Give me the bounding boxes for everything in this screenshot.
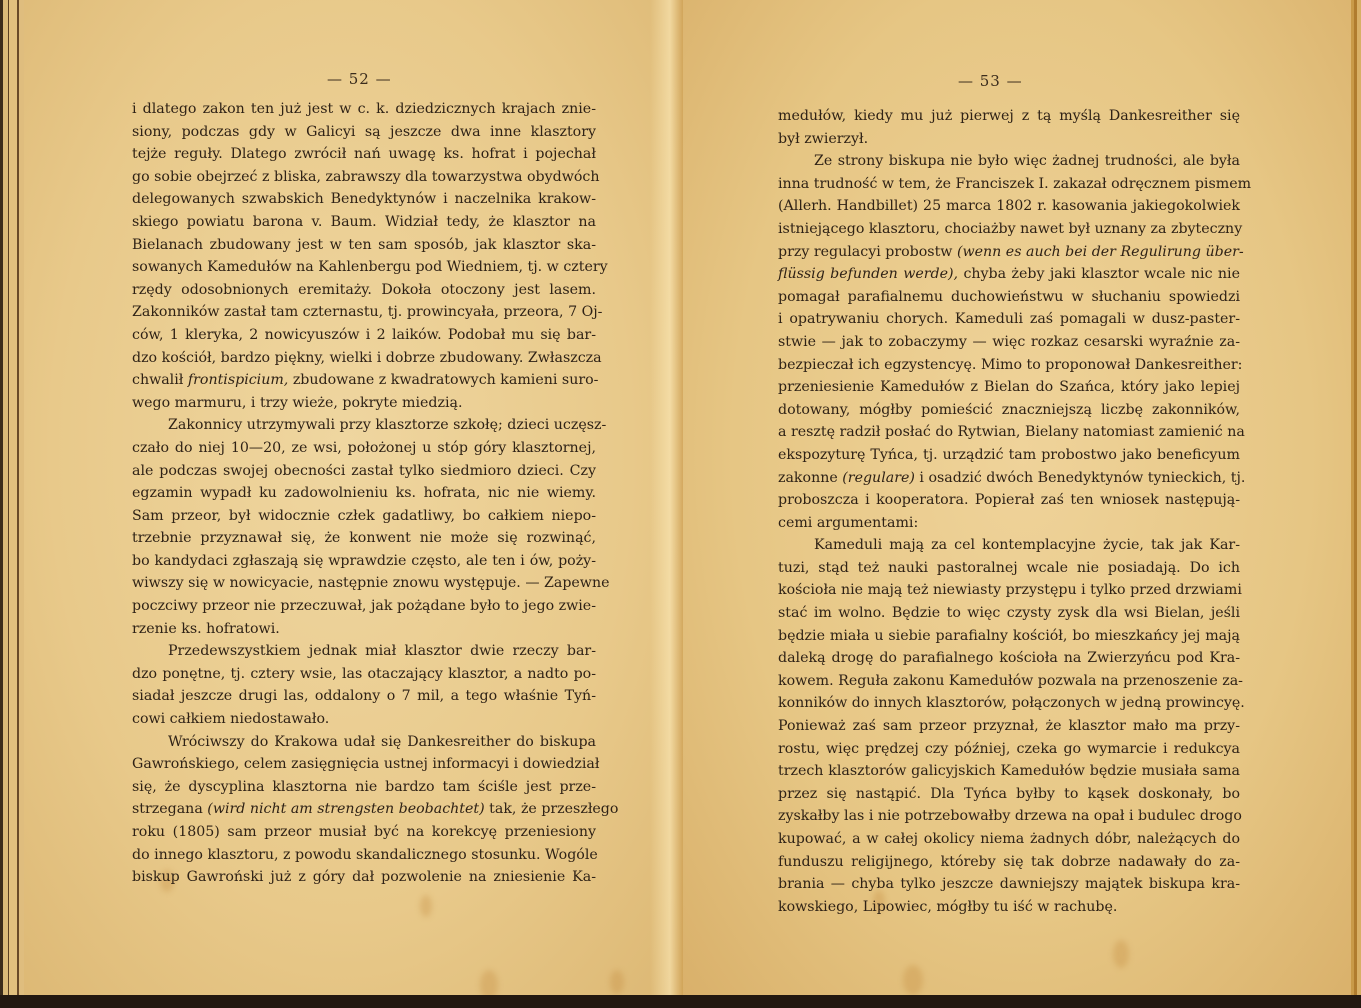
text-line: Ze strony biskupa nie było więc żadnej trudności, ale była [814, 153, 1240, 170]
text-line: Ponieważ zaś sam przeor przyznał, że klasztor mało ma przy- [778, 718, 1240, 735]
text-line: roku (1805) sam przeor musiał być na korekcyę przeniesiony [132, 824, 596, 840]
text-line: skiego powiatu barona v. Baum. Widział tedy, że klasztor na [132, 213, 596, 230]
text-line: Zakonników zastał tam czternastu, tj. prowincyała, przeora, 7 Oj- [132, 304, 603, 321]
text-line: Gawrońskiego, celem zasięgnięcia ustnej informacyi i dowiedział [132, 756, 600, 773]
text-line: zyskałby las i nie potrzebowałby drzewa na opał i budulec drogo [778, 808, 1242, 825]
foxing-stain [420, 895, 432, 917]
text-line: się, że dyscyplina klasztorna nie bardzo tam ściśle jest prze- [132, 778, 596, 795]
text-line: i dlatego zakon ten już jest w c. k. dziedzicznych krajach znie- [132, 101, 596, 117]
text-line: kowem. Reguła zakonu Kamedułów pozwala na przenoszenie za- [778, 672, 1243, 689]
text-line: będzie miała u siebie parafialny kościół, bo mieszkańcy jej mają [778, 627, 1240, 644]
text-line: chwalił frontispicium, zbudowane z kwadratowych kamieni suro- [132, 372, 599, 389]
text-line: tejże reguły. Dlatego zwrócił nań uwagę ks. hofrat i pojechał [132, 146, 596, 163]
text-line: Przedewszystkiem jednak miał klasztor dwie rzeczy bar- [168, 643, 596, 660]
text-line: proboszcza i kooperatora. Popierał zaś ten wniosek następują- [778, 492, 1240, 509]
text-line: strzegana (wird nicht am strengsten beobachtet) tak, że przeszłego [132, 801, 619, 818]
text-line: brania — chyba tylko jeszcze dawniejszy majątek biskupa kra- [778, 876, 1240, 893]
gutter-shadow [650, 0, 683, 1000]
body-text [778, 105, 1252, 918]
text-line: stwie — jak to zobaczymy — więc rozkaz cesarski wyraźnie za- [778, 333, 1240, 350]
text-line: Kameduli mają za cel kontemplacyjne życie, tak jak Kar- [814, 537, 1240, 554]
text-line: czało do niej 10—20, ze wsi, położonej u stóp góry klasztornej, [132, 439, 596, 456]
text-line: cemi argumentami: [778, 514, 919, 531]
text-line: dzo ponętne, tj. cztery wsie, las otaczający klasztor, a nadto po- [132, 665, 596, 682]
text-line: zakonne (regulare) i osadzić dwóch Benedyktynów tynieckich, tj. [778, 469, 1246, 486]
text-line: medułów, kiedy mu już pierwej z tą myślą Dankesreither się [778, 108, 1240, 124]
text-line: flüssig befunden werde), chyba żeby jaki klasztor wcale nic nie [778, 266, 1240, 283]
text-line: Bielanach zbudowany jest w ten sam sposób, jak klasztor ska- [132, 236, 596, 253]
foxing-stain [903, 965, 923, 995]
text-line: wego marmuru, i trzy wieże, pokryte miedzią. [132, 394, 463, 411]
left-page [0, 0, 683, 1000]
text-line: Zakonnicy utrzymywali przy klasztorze szkołę; dzieci uczęsz- [168, 417, 607, 434]
text-line: kościoła nie mają też niewiasty przystępu i tylko przed drzwiami [778, 582, 1242, 599]
text-line: Sam przeor, był widocznie człek gadatliwy, bo całkiem niepo- [132, 507, 596, 524]
right-page [683, 0, 1361, 1000]
page-edge [1351, 0, 1361, 1000]
text-line: biskup Gawroński już z góry dał pozwolenie na zniesienie Ka- [132, 869, 596, 886]
text-line: istniejącego klasztoru, chociażby nawet był uznany za zbyteczny [778, 220, 1243, 237]
text-line: bezpieczał ich egzystencyę. Mimo to proponował Dankesreither: [778, 356, 1243, 373]
text-line: pomagał parafialnemu duchowieństwu w słuchaniu spowiedzi [778, 288, 1240, 305]
text-line: przy regulacyi probostw (wenn es auch bei der Regulirung über- [778, 243, 1244, 260]
text-line: rostu, więc prędzej czy później, czeka go wymarcie i redukcya [778, 740, 1240, 757]
text-line: inna trudność w tem, że Franciszek I. zakazał odręcznem pismem [778, 175, 1252, 192]
text-line: go sobie obejrzeć z bliska, zabrawszy dla towarzystwa obydwóch [132, 168, 600, 185]
text-line: rzędy odosobnionych eremitaży. Dokoła otoczony jest lasem. [132, 281, 596, 298]
text-line: trzech klasztorów galicyjskich Kamedułów będzie musiała sama [778, 763, 1240, 780]
text-line: kowskiego, Lipowiec, mógłby tu iść w rachubę. [778, 898, 1118, 915]
foxing-stain [610, 970, 624, 994]
text-line: daleką drogę do parafialnego kościoła na Zwierzyńcu pod Kra- [778, 650, 1240, 667]
text-line: egzamin wypadł ku zadowolnieniu ks. hofrata, nic nie wiemy. [132, 485, 596, 502]
foxing-stain [1113, 940, 1129, 968]
text-line: trzebnie przyznawał się, że konwent nie może się rozwinąć, [132, 530, 596, 547]
text-line: przez się nastąpić. Dla Tyńca byłby to kąsek doskonały, bo [778, 785, 1240, 802]
text-line: delegowanych szwabskich Benedyktynów i naczelnika krakow- [132, 191, 596, 208]
text-line: kupować, a w całej okolicy niema żadnych dóbr, należących do [778, 831, 1240, 847]
text-line: siony, podczas gdy w Galicyi są jeszcze dwa inne klasztory [132, 123, 596, 140]
text-line: ekspozyturę Tyńca, tj. urządzić tam probostwo jako beneficyum [778, 446, 1240, 463]
text-line: stać im wolno. Będzie to więc czysty zysk dla wsi Bielan, jeśli [778, 605, 1240, 622]
text-line: do innego klasztoru, z powodu skandalicznego stosunku. Wogóle [132, 846, 598, 863]
text-line: Wróciwszy do Krakowa udał się Dankesreither do biskupa [168, 733, 596, 750]
text-line: był zwierzył. [778, 130, 869, 147]
text-line: cowi całkiem niedostawało. [132, 711, 330, 728]
text-line: sowanych Kamedułów na Kahlenbergu pod Wiedniem, tj. w cztery [132, 259, 608, 276]
body-text [132, 98, 619, 889]
text-line: konników do innych klasztorów, połączonych w jedną prowincyę. [778, 695, 1245, 712]
text-line: poczciwy przeor nie przeczuwał, jak pożądane było to jego zwie- [132, 598, 596, 615]
text-line: rzenie ks. hofratowi. [132, 620, 280, 637]
scan-background [0, 995, 1361, 1008]
text-line: ale podczas swojej obecności zastał tylko siedmioro dzieci. Czy [132, 462, 596, 479]
text-line: dzo kościół, bardzo piękny, wielki i dobrze zbudowany. Zwłaszcza [132, 349, 602, 366]
page-number: — 53 — [958, 72, 1023, 90]
text-line: (Allerh. Handbillet) 25 marca 1802 r. kasowania jakiegokolwiek [778, 198, 1240, 215]
text-line: tuzi, stąd też nauki pastoralnej wcale nie posiadają. Do ich [778, 559, 1240, 576]
text-line: siadał jeszcze drugi las, oddalony o 7 mil, a tego właśnie Tyń- [132, 688, 596, 705]
text-line: i opatrywaniu chorych. Kameduli zaś pomagali w dusz-paster- [778, 311, 1240, 328]
text-line: bo kandydaci zgłaszają się wprawdzie często, ale ten i ów, poży- [132, 552, 596, 569]
page-edge-stack [0, 0, 24, 1000]
text-line: ców, 1 kleryka, 2 nowicyuszów i 2 laików. Podobał mu się bar- [132, 326, 596, 343]
text-line: funduszu religijnego, któreby się tak dobrze nadawały do za- [778, 853, 1240, 870]
text-line: a resztę radził posłać do Rytwian, Bielany natomiast zamienić na [778, 424, 1245, 441]
text-line: przeniesienie Kamedułów z Bielan do Szańca, który jako lepiej [778, 379, 1240, 396]
text-line: dotowany, mógłby pomieścić znaczniejszą liczbę zakonników, [778, 401, 1240, 418]
page-number: — 52 — [327, 70, 392, 88]
text-line: wiwszy się w nowicyacie, następnie znowu występuje. — Zapewne [132, 575, 610, 592]
